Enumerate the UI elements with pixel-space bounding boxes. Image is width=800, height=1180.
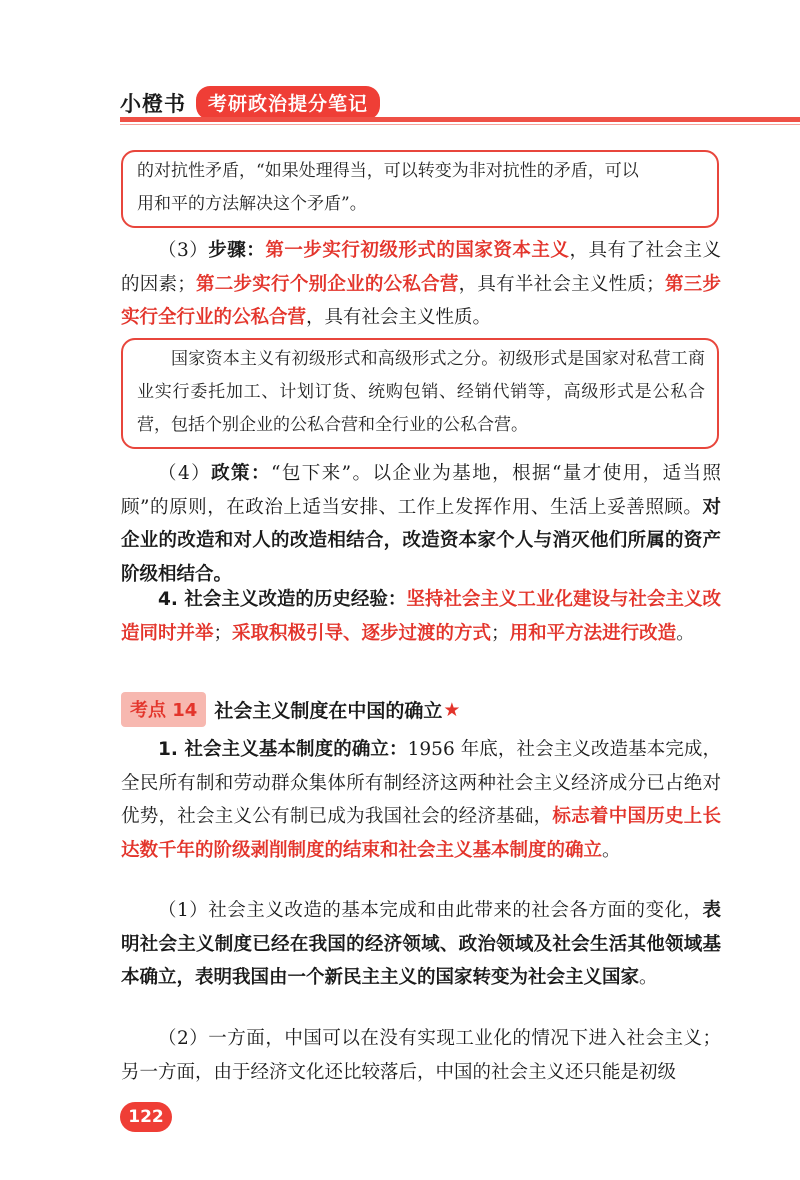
experience-sep: ； (491, 622, 510, 644)
point1-end: 。 (639, 967, 658, 988)
series-title: 考研政治提分笔记 (196, 86, 380, 120)
point1-text: （1）社会主义改造的基本完成和由此带来的社会各方面的变化， (158, 900, 703, 921)
section-badge: 考点 14 (121, 692, 206, 727)
policy4-text: “包下来”。以企业为基地，根据“量才使用，适当照顾”的原则，在政治上适当安排、工作上发挥作用、生活上妥善照顾。 (121, 463, 721, 518)
section-title: 社会主义制度在中国的确立 (214, 700, 443, 722)
brand-title: 小橙书 (120, 92, 186, 116)
policy4-prefix: （4） (158, 463, 212, 484)
experience-paragraph (121, 583, 721, 650)
header-rule-thin (120, 124, 800, 125)
header-rule (120, 117, 800, 122)
policy4-label: 政策： (211, 463, 271, 484)
establish-label: 1. 社会主义基本制度的确立： (158, 739, 408, 760)
step3-label: 步骤： (208, 240, 266, 261)
step3-text1: ，具有了社会主义的因素； (121, 240, 721, 295)
policy4-paragraph (121, 457, 721, 591)
point2-paragraph (121, 1022, 721, 1089)
step3-stage1: 第一步实行初级形式的国家资本主义 (265, 240, 570, 261)
experience-point2: 采取积极引导、逐步过渡的方式 (232, 622, 492, 644)
experience-point3: 用和平方法进行改造 (509, 622, 677, 644)
experience-point1: 坚持社会主义工业化建设与社会主义改造同时并举 (121, 589, 721, 644)
establish-highlight: 标志着中国历史上长达数千年的阶级剥削制度的结束和社会主义基本制度的确立 (121, 806, 721, 861)
star-icon: ★ (443, 698, 461, 721)
establish-paragraph (121, 733, 721, 867)
point1-paragraph (121, 894, 721, 995)
step3-paragraph (121, 234, 721, 335)
policy4-bold: 对企业的改造和对人的改造相结合，改造资本家个人与消灭他们所属的资产阶级相结合。 (121, 496, 721, 585)
point2-text: （2）一方面，中国可以在没有实现工业化的情况下进入社会主义；另一方面，由于经济文化还比较落后，中国的社会主义还只能是初级 (121, 1028, 721, 1083)
page-number: 122 (120, 1102, 172, 1132)
step3-prefix: （3） (158, 240, 209, 261)
note-line: 的对抗性矛盾，“如果处理得当，可以转变为非对抗性的矛盾，可以 (137, 161, 639, 181)
step3-stage3: 第三步实行全行业的公私合营 (121, 273, 721, 328)
note-box-contradiction (121, 150, 719, 228)
note-box-state-capitalism (121, 338, 719, 449)
establish-text: 1956 年底，社会主义改造基本完成，全民所有制和劳动群众集体所有制经济这两种社会主义经济成分已占绝对优势，社会主义公有制已成为我国社会的经济基础， (121, 739, 721, 827)
step3-text3: ，具有社会主义性质。 (306, 307, 492, 328)
step3-stage2: 第二步实行个别企业的公私合营 (195, 273, 459, 295)
experience-sep: ； (213, 622, 233, 644)
page-header (120, 86, 380, 120)
experience-label: 4. 社会主义改造的历史经验： (158, 589, 407, 610)
experience-end: 。 (676, 622, 695, 644)
point1-bold: 表明社会主义制度已经在我国的经济领域、政治领域及社会生活其他领域基本确立，表明我国由一个新民主主义的国家转变为社会主义国家 (121, 900, 721, 988)
note-text: 国家资本主义有初级形式和高级形式之分。初级形式是国家对私营工商业实行委托加工、计划订货、统购包销、经销代销等，高级形式是公私合营，包括个别企业的公私合营和全行业的公私合营。 (137, 349, 705, 435)
establish-end: 。 (602, 839, 621, 861)
section-heading (121, 692, 460, 727)
step3-text2: ，具有半社会主义性质； (458, 273, 665, 295)
note-line: 用和平的方法解决这个矛盾”。 (137, 194, 367, 214)
